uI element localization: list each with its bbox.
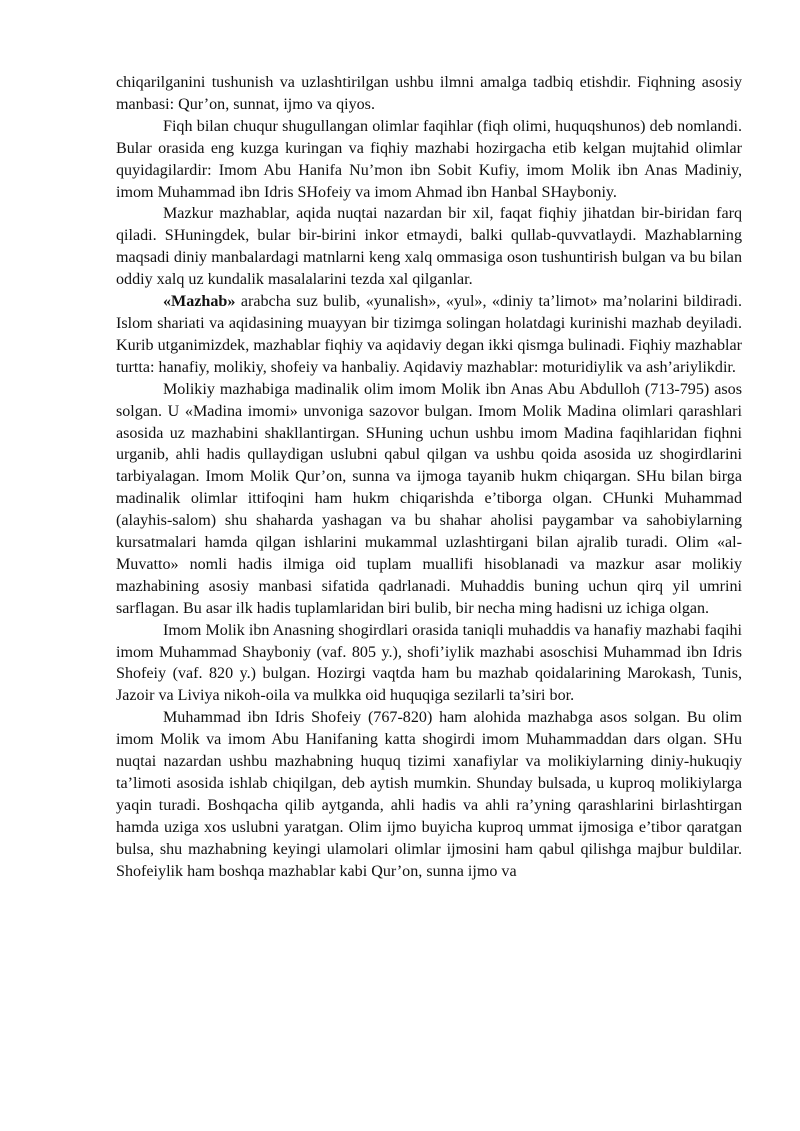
paragraph: Imom Molik ibn Anasning shogirdlari orasida taniqli muhaddis va hanafiy mazhabi faqihi imom Muhammad Shayboniy (vaf. 805 y.), shofi’iylik mazhabi asoschisi Muhammad ibn Idris Shofeiy (vaf. 820 y.) bulgan. Hozirgi vaqtda ham bu mazhab qoidalarining Marokash, Tunis, Jazoir va Liviya nikoh-oila va mulkka oid huquqiga sezilarli ta’siri bor. [116,621,742,705]
paragraph: Fiqh bilan chuqur shugullangan olimlar faqihlar (fiqh olimi, huquqshunos) deb nomlandi. Bular orasida eng kuzga kuringan va fiqhiy mazhabi hozirgacha etib kelgan mujtahid olimlar quyidagilardir: Imom Abu Hanifa Nu’mon ibn Sobit Kufiy, imom Molik ibn Anas Madiniy, imom Muhammad ibn Idris SHofeiy va imom Ahmad ibn Hanbal SHayboniy. [116,117,742,201]
bold-term: «Mazhab» [163,293,236,311]
document-page [116,72,742,883]
paragraph-mazhab-definition [116,291,742,379]
paragraph: Molikiy mazhabiga madinalik olim imom Molik ibn Anas Abu Abdulloh (713-795) asos solgan. U «Madina imomi» unvoniga sazovor bulgan. Imom Molik Madina olimlari qarashlari asosida uz mazhabini shakllantirgan. SHuning uchun ushbu imom Madina faqihlaridan fiqhni urganib, ahli hadis qullaydigan uslubni qabul qilgan va ushbu qoida asosida uz shogirdlarini tarbiyalagan. Imom Molik Qur’on, sunna va ijmoga tayanib hukm chiqargan. SHu bilan birga madinalik olimlar ittifoqini ham hukm chiqarishda e’tiborga olgan. CHunki Muhammad (alayhis-salom) shu shaharda yashagan va bu shahar aholisi paygambar va sahobiylarning kursatmalari hamda qilgan ishlarini mukammal uzlashtirgani bilan ajralib turadi. Olim «al-Muvatto» nomli hadis ilmiga oid tuplam muallifi hisoblanadi va mazkur asar molikiy mazhabining asosiy manbasi sifatida qadrlanadi. Muhaddis buning uchun qirq yil umrini sarflagan. Bu asar ilk hadis tuplamlaridan biri bulib, bir necha ming hadisni uz ichiga olgan. [116,380,742,617]
paragraph-text: arabcha suz bulib, «yunalish», «yul», «diniy ta’limot» ma’nolarini bildiradi. Islom shariati va aqidasining muayyan bir tizimga solingan holatdagi kurinishi mazhab deyiladi. Kurib utganimizdek, mazhablar fiqhiy va aqidaviy degan ikki qismga bulinadi. Fiqhiy mazhablar turtta: hanafiy, molikiy, shofeiy va hanbaliy. Aqidaviy mazhablar: moturidiylik va ash’ariylikdir. [116,293,742,376]
paragraph: chiqarilganini tushunish va uzlashtirilgan ushbu ilmni amalga tadbiq etishdir. Fiqhning asosiy manbasi: Qur’on, sunnat, ijmo va qiyos. [116,74,742,113]
paragraph: Mazkur mazhablar, aqida nuqtai nazardan bir xil, faqat fiqhiy jihatdan bir-biridan farq qiladi. SHuningdek, bular bir-birini inkor etmaydi, balki qullab-quvvatlaydi. Mazhablarning maqsadi diniy manbalardagi matnlarni keng xalq ommasiga oson tushuntirish bulgan va bu bilan oddiy xalq uz kundalik masalalarini tezda xal qilganlar. [116,205,742,289]
paragraph: Muhammad ibn Idris Shofeiy (767-820) ham alohida mazhabga asos solgan. Bu olim imom Molik va imom Abu Hanifaning katta shogirdi imom Muhammaddan dars olgan. SHu nuqtai nazardan ushbu mazhabning huquq tizimi xanafiylar va molikiylarning diniy-hukuqiy ta’limoti asosida ishlab chiqilgan, deb aytish mumkin. Shunday bulsada, u kuproq molikiylarga yaqin turadi. Boshqacha qilib aytganda, ahli hadis va ahli ra’yning qarashlarini birlashtirgan hamda uziga xos uslubni yaratgan. Olim ijmo buyicha kuproq ummat ijmosiga e’tibor qaratgan bulsa, shu mazhabning keyingi ulamolari olimlar ijmosini ham qabul qilishga majbur buldilar. Shofeiylik ham boshqa mazhablar kabi Qur’on, sunna ijmo va [116,709,742,880]
